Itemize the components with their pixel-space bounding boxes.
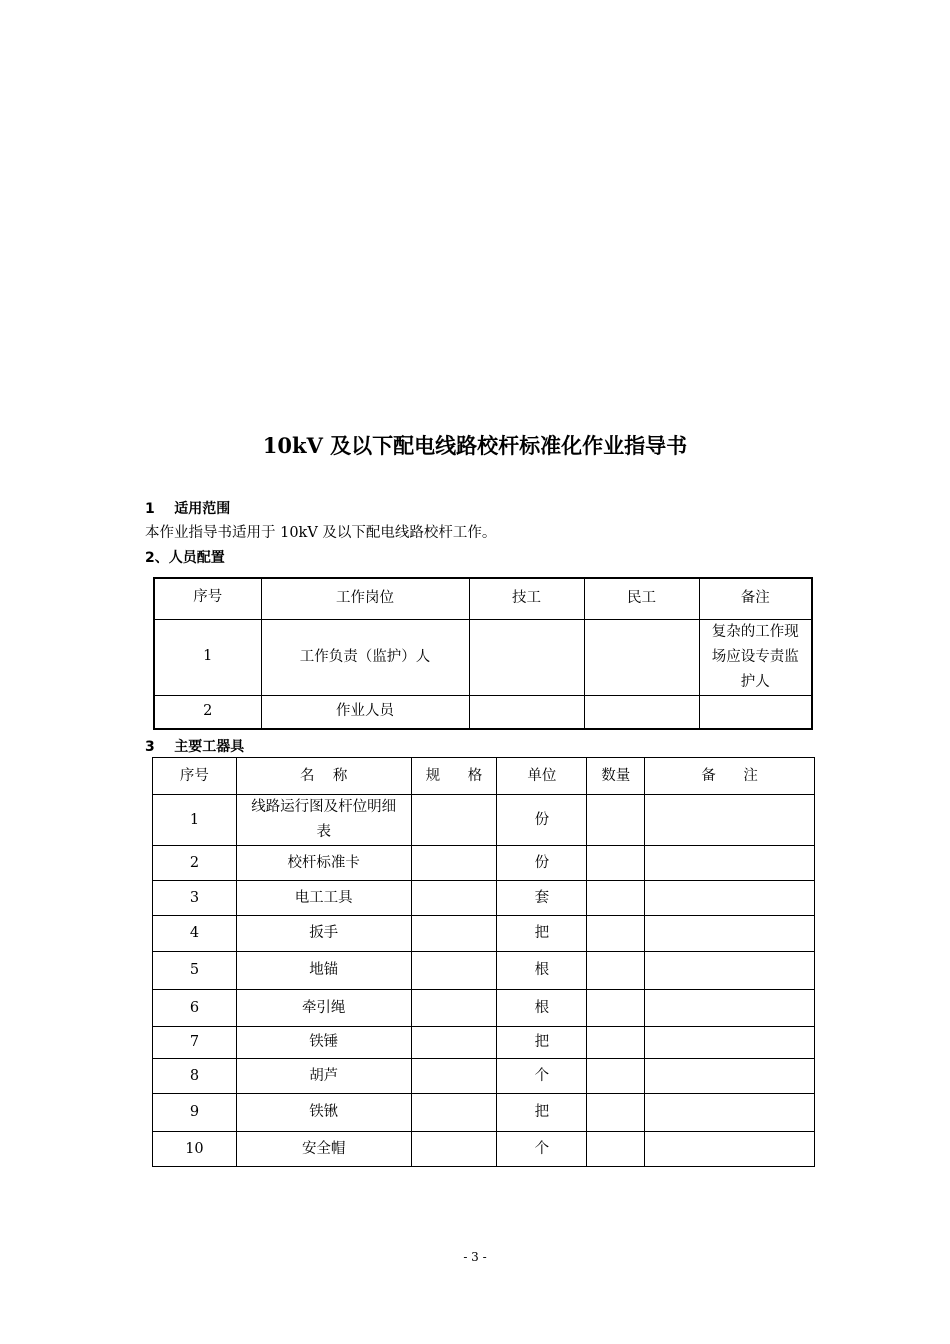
table-row: [153, 1059, 815, 1094]
table-cell: 套: [497, 881, 587, 916]
tools-table: [152, 757, 815, 1167]
document-title: 10kV 及以下配电线路校杆标准化作业指导书: [262, 433, 688, 458]
table-cell: 1: [153, 795, 237, 846]
table-cell: 作业人员: [261, 695, 469, 729]
table-cell: [587, 952, 645, 990]
table-cell: [411, 916, 497, 952]
header-cell: 备注: [699, 578, 812, 619]
table-row: [153, 990, 815, 1027]
header-cell: 序号: [153, 758, 237, 795]
header-cell: 工作岗位: [261, 578, 469, 619]
table-cell: 把: [497, 1027, 587, 1059]
table-cell: 电工工具: [236, 881, 411, 916]
header-cell: 序号: [154, 578, 261, 619]
table-cell: [411, 795, 497, 846]
table-cell: 1: [154, 619, 261, 695]
section-1-heading: 1 适用范围: [145, 501, 231, 517]
table-cell: [645, 1132, 815, 1167]
table-cell: [645, 1059, 815, 1094]
table-cell: [469, 695, 584, 729]
table-cell: 根: [497, 952, 587, 990]
table-cell: 份: [497, 795, 587, 846]
table-cell: 工作负责（监护）人: [261, 619, 469, 695]
table-cell: 7: [153, 1027, 237, 1059]
table-row: [153, 1027, 815, 1059]
table-cell: 4: [153, 916, 237, 952]
header-cell: 备 注: [645, 758, 815, 795]
table-cell: [587, 1094, 645, 1132]
table-cell: [587, 1132, 645, 1167]
table-cell: 2: [153, 846, 237, 881]
table-cell: [584, 619, 699, 695]
table-cell: 根: [497, 990, 587, 1027]
table-cell: 牵引绳: [236, 990, 411, 1027]
table-cell: [411, 881, 497, 916]
table-cell: 个: [497, 1132, 587, 1167]
table-cell: 把: [497, 1094, 587, 1132]
table-cell: [411, 846, 497, 881]
header-cell: 单位: [497, 758, 587, 795]
table-cell: 10: [153, 1132, 237, 1167]
table-cell: [645, 846, 815, 881]
table-cell: [411, 1059, 497, 1094]
table-cell: [645, 881, 815, 916]
table-cell: [645, 1027, 815, 1059]
table-row: [154, 695, 812, 729]
table-row: [153, 795, 815, 846]
table-cell: [699, 695, 812, 729]
table-cell: [645, 1094, 815, 1132]
table-row: [153, 1094, 815, 1132]
table-cell: [411, 1132, 497, 1167]
page-number: - 3 -: [463, 1250, 487, 1264]
table-cell: [469, 619, 584, 695]
header-cell: 数量: [587, 758, 645, 795]
table-row: [153, 952, 815, 990]
table-cell: [411, 1094, 497, 1132]
table-cell: 胡芦: [236, 1059, 411, 1094]
section-1-text: 本作业指导书适用于 10kV 及以下配电线路校杆工作。: [145, 525, 497, 541]
table-cell: [645, 952, 815, 990]
table-cell: 校杆标准卡: [236, 846, 411, 881]
table-cell: [587, 846, 645, 881]
table-cell: 个: [497, 1059, 587, 1094]
staff-table: [153, 577, 813, 730]
tools-table-header: [153, 758, 815, 795]
table-cell: 铁锤: [236, 1027, 411, 1059]
table-cell: [411, 990, 497, 1027]
table-row: [153, 846, 815, 881]
table-cell: [587, 1059, 645, 1094]
table-row: [153, 881, 815, 916]
table-cell: 把: [497, 916, 587, 952]
table-cell: 扳手: [236, 916, 411, 952]
table-cell: 8: [153, 1059, 237, 1094]
section-2-heading: 2、人员配置: [145, 550, 225, 566]
table-row: [154, 619, 812, 695]
table-cell: [587, 881, 645, 916]
table-cell: 3: [153, 881, 237, 916]
table-cell: 地锚: [236, 952, 411, 990]
table-cell: [587, 916, 645, 952]
table-cell: [645, 795, 815, 846]
table-cell: 铁锹: [236, 1094, 411, 1132]
header-cell: 民工: [584, 578, 699, 619]
table-cell: 复杂的工作现场应设专责监护人: [699, 619, 812, 695]
header-cell: 技工: [469, 578, 584, 619]
table-cell: [587, 795, 645, 846]
table-cell: 9: [153, 1094, 237, 1132]
section-3-heading: 3 主要工器具: [145, 739, 245, 755]
table-cell: 安全帽: [236, 1132, 411, 1167]
table-cell: [584, 695, 699, 729]
table-cell: 份: [497, 846, 587, 881]
table-cell: [411, 1027, 497, 1059]
table-cell: [587, 1027, 645, 1059]
table-cell: [411, 952, 497, 990]
table-cell: 6: [153, 990, 237, 1027]
table-row: [153, 1132, 815, 1167]
table-cell: 5: [153, 952, 237, 990]
staff-table-header: [154, 578, 812, 619]
header-cell: 规 格: [411, 758, 497, 795]
table-cell: 线路运行图及杆位明细表: [236, 795, 411, 846]
table-cell: [645, 990, 815, 1027]
table-row: [153, 916, 815, 952]
table-cell: [645, 916, 815, 952]
table-cell: 2: [154, 695, 261, 729]
table-cell: [587, 990, 645, 1027]
header-cell: 名 称: [236, 758, 411, 795]
